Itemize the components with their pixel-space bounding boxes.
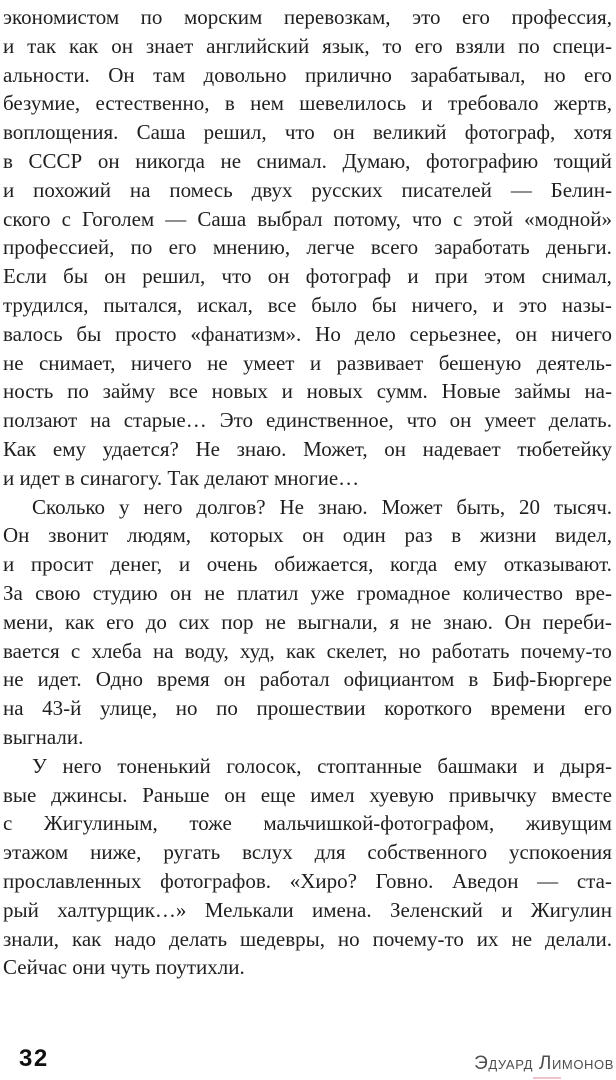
text-line: воплощения. Саша решил, что он великий фотограф, хотя [3, 120, 612, 145]
text-line: этажом ниже, ругать вслух для собственного успокоения [3, 840, 612, 865]
text-line: знали, как надо делать шедевры, но почему-то их не делали. [3, 926, 612, 951]
text-line: вается с хлеба на воду, худ, как скелет, но работать почему-то [3, 638, 612, 663]
text-line: Сколько у него долгов? Не знаю. Может быть, 20 тысяч. [32, 494, 612, 519]
text-line: трудился, пытался, искал, все было бы ничего, и это назы- [3, 292, 612, 317]
text-line: экономистом по морским перевозкам, это его профессия, [3, 5, 612, 29]
text-line: мени, как его до сих пор не выгнали, я не знаю. Он переби- [3, 609, 612, 634]
text-line: валось бы просто «фанатизм». Но дело серьезнее, он ничего [3, 321, 612, 346]
text-line: и просит денег, и очень обижается, когда ему отказывают. [3, 552, 612, 577]
text-line: в СССР он никогда не снимал. Думаю, фотографию тощий [3, 148, 612, 173]
text-line: ского с Гоголем — Саша выбрал потому, что с этой «модной» [3, 206, 612, 231]
text-line: и так как он знает английский язык, то его взяли по специ- [3, 33, 612, 58]
running-footer-author: Эдуард Лимонов [474, 1053, 614, 1074]
text-line: Как ему удается? Не знаю. Может, он надевает тюбетейку [3, 436, 612, 461]
text-line: вые джинсы. Раньше он еще имел хуевую привычку вместе [3, 782, 612, 807]
text-line: и похожий на помесь двух русских писателей — Белин- [3, 177, 612, 202]
page-number: 32 [19, 1045, 49, 1072]
text-block [3, 3, 612, 982]
text-line: рый халтурщик…» Мелькали имена. Зеленский и Жигулин [3, 897, 612, 922]
text-line: не идет. Одно время он работал официантом в Биф-Бюргере [3, 667, 612, 692]
text-line: и идет в синагогу. Так делают многие… [3, 465, 360, 490]
text-line: Если бы он решил, что он фотограф и при этом снимал, [3, 264, 612, 289]
text-line: прославленных фотографов. «Хиро? Говно. Аведон — ста- [3, 868, 612, 893]
text-line: альности. Он там довольно прилично зарабатывал, но его [3, 62, 612, 87]
text-line: За свою студию он не платил уже громадное количество вре- [3, 580, 612, 605]
text-line: ность по займу все новых и новых сумм. Новые займы на- [3, 379, 612, 404]
pink-underline-marker [533, 1077, 561, 1079]
text-line: профессией, по его мнению, легче всего заработать деньги. [3, 235, 612, 260]
text-line: У него тоненький голосок, стоптанные башмаки и дыря- [32, 753, 612, 778]
text-line: выгнали. [3, 724, 84, 749]
page-footer [0, 1034, 616, 1080]
text-line: Сейчас они чуть поутихли. [3, 955, 245, 980]
text-line: с Жигулиным, тоже мальчишкой-фотографом, живущим [3, 811, 612, 836]
text-line: на 43-й улице, но по прошествии короткого времени его [3, 696, 612, 721]
text-line: безумие, естественно, в нем шевелилось и требовало жертв, [3, 91, 612, 116]
text-line: Он звонит людям, которых он один раз в жизни видел, [3, 523, 612, 548]
text-line: не снимает, ничего не умеет и развивает бешеную деятель- [3, 350, 612, 375]
text-line: ползают на старые… Это единственное, что он умеет делать. [3, 408, 612, 433]
